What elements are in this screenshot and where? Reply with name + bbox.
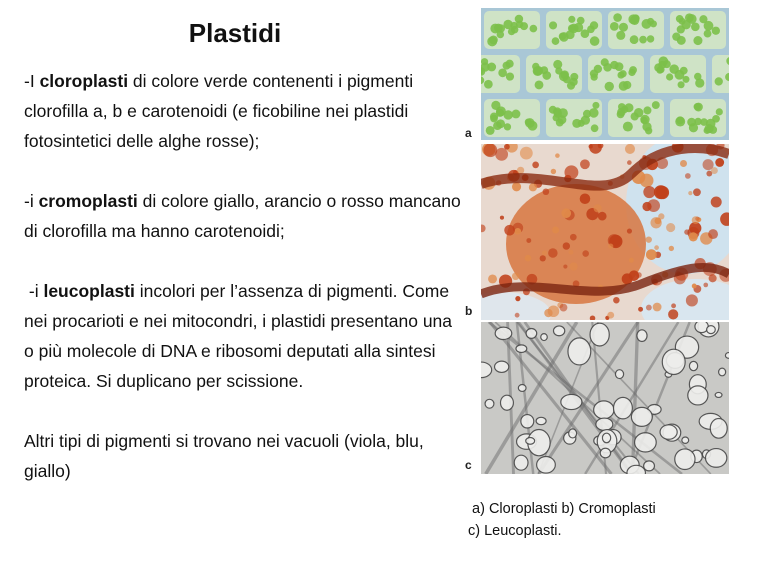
p1-text: di colore verde contenenti i pigmenti clorofilla a, b e carotenoidi (e ficobiline nei plastidi fotosintetici delle alghe rosse); (24, 71, 414, 151)
p2-text: di colore giallo, arancio o rosso mancano di clorofilla ma hanno carotenoidi; (24, 191, 461, 241)
micrograph-figure (465, 8, 735, 478)
paragraph-chloroplasts (24, 66, 464, 156)
p1-prefix: -I (24, 71, 40, 91)
leucoplast-micrograph (481, 322, 729, 474)
figure-caption (468, 498, 748, 542)
term-cloroplasti: cloroplasti (39, 71, 129, 91)
caption-line-1: a) Cloroplasti b) Cromoplasti (468, 501, 656, 517)
p2-prefix: -i (24, 191, 39, 211)
paragraph-leucoplasts (24, 276, 464, 396)
slide-body (24, 66, 464, 486)
panel-label-a: a (465, 126, 472, 140)
p3-prefix: -i (24, 281, 44, 301)
paragraph-vacuole-pigments: Altri tipi di pigmenti si trovano nei vacuoli (viola, blu, giallo) (24, 431, 424, 481)
slide-title: Plastidi (188, 18, 282, 48)
panel-label-b: b (465, 304, 473, 318)
term-cromoplasti: cromoplasti (38, 191, 138, 211)
p3-text: incolori per l’assenza di pigmenti. Come nei procarioti e nei mitocondri, i plastidi presentano una o più molecole di DNA e ribosomi deputati alla sintesi proteica. Si duplicano per scissione. (24, 281, 453, 391)
panel-label-c: c (465, 458, 472, 472)
caption-line-2: c) Leucoplasti. (468, 523, 562, 539)
paragraph-chromoplasts (24, 186, 464, 246)
chromoplast-micrograph (481, 144, 729, 320)
chloroplast-micrograph (481, 8, 729, 140)
term-leucoplasti: leucoplasti (43, 281, 135, 301)
